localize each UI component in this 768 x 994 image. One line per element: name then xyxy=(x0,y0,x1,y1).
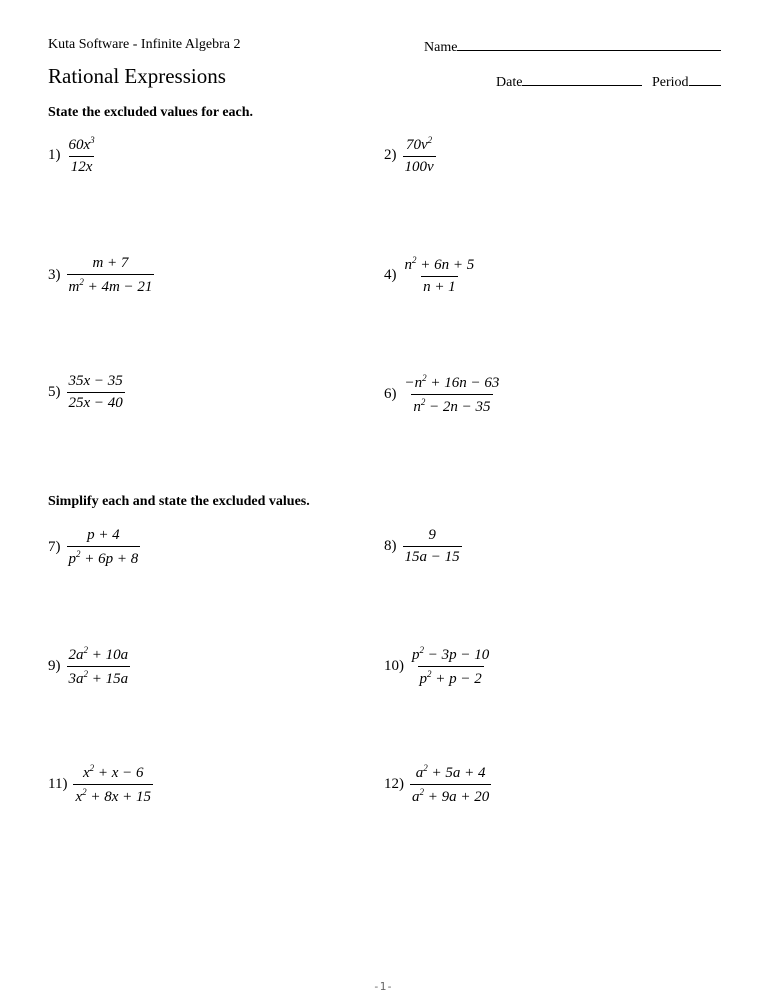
problem-12 xyxy=(384,763,491,806)
fraction xyxy=(73,763,153,806)
denominator: 12x xyxy=(69,156,95,176)
problem-number: 1) xyxy=(48,147,61,163)
date-period-field xyxy=(496,72,721,91)
numerator: p + 4 xyxy=(87,527,120,543)
numerator: m + 7 xyxy=(92,255,129,271)
problem-9 xyxy=(48,645,130,688)
problem-number: 9) xyxy=(48,658,61,674)
problem-6 xyxy=(384,373,501,416)
fraction xyxy=(403,373,502,416)
problem-number: 4) xyxy=(384,267,397,283)
denominator: 100v xyxy=(403,156,436,176)
section-heading-simplify: Simplify each and state the excluded values. xyxy=(48,494,310,509)
numerator: $p^2 - 3p - 10$ xyxy=(412,645,490,663)
denominator: 25x − 40 xyxy=(67,392,125,412)
name-label: Name xyxy=(424,40,458,55)
problem-number: 8) xyxy=(384,538,397,554)
denominator: n + 1 xyxy=(421,276,458,296)
fraction xyxy=(67,255,155,296)
denominator: $3a^2 + 15a$ xyxy=(67,666,131,688)
date-blank xyxy=(522,72,642,86)
denominator: 15a − 15 xyxy=(403,546,462,566)
fraction xyxy=(67,373,125,412)
numerator: $60x^3$ xyxy=(68,135,95,153)
numerator: 35x − 35 xyxy=(68,373,123,389)
fraction xyxy=(67,135,97,176)
problem-number: 5) xyxy=(48,384,61,400)
numerator: $2a^2 + 10a$ xyxy=(68,645,129,663)
denominator: $p^2 + p - 2$ xyxy=(418,666,484,688)
period-label: Period xyxy=(651,75,689,90)
fraction xyxy=(403,527,462,566)
denominator: $a^2 + 9a + 20$ xyxy=(410,784,491,806)
problem-number: 10) xyxy=(384,658,404,674)
problem-2 xyxy=(384,135,436,176)
denominator: $n^2 - 2n - 35$ xyxy=(411,394,492,416)
problem-1 xyxy=(48,135,97,176)
fraction xyxy=(410,763,491,806)
numerator: $n^2 + 6n + 5$ xyxy=(404,255,475,273)
problem-3 xyxy=(48,255,154,296)
problem-8 xyxy=(384,527,462,566)
problem-number: 3) xyxy=(48,267,61,283)
numerator: $a^2 + 5a + 4$ xyxy=(415,763,486,781)
numerator: $x^2 + x - 6$ xyxy=(82,763,144,781)
problem-5 xyxy=(48,373,125,412)
numerator: $70v^2$ xyxy=(406,135,433,153)
problem-number: 2) xyxy=(384,147,397,163)
software-credit: Kuta Software - Infinite Algebra 2 xyxy=(48,37,241,52)
problem-number: 11) xyxy=(48,776,68,792)
fraction xyxy=(67,645,131,688)
denominator: $m^2 + 4m - 21$ xyxy=(67,274,155,296)
name-blank xyxy=(457,37,721,51)
problem-4 xyxy=(384,255,476,296)
fraction xyxy=(403,135,436,176)
fraction xyxy=(67,527,141,568)
denominator: $p^2 + 6p + 8$ xyxy=(67,546,141,568)
page-number: -1- xyxy=(373,980,393,993)
fraction xyxy=(410,645,491,688)
name-field xyxy=(424,37,721,56)
problem-7 xyxy=(48,527,140,568)
period-blank xyxy=(689,72,721,86)
page-title: Rational Expressions xyxy=(48,64,226,88)
section-heading-excluded: State the excluded values for each. xyxy=(48,105,254,120)
problem-11 xyxy=(48,763,153,806)
problem-10 xyxy=(384,645,491,688)
problem-number: 6) xyxy=(384,386,397,402)
date-label: Date xyxy=(496,75,523,90)
numerator: $-n^2 + 16n - 63$ xyxy=(404,373,500,391)
fraction xyxy=(403,255,477,296)
numerator: 9 xyxy=(428,527,436,543)
denominator: $x^2 + 8x + 15$ xyxy=(73,784,153,806)
problem-number: 12) xyxy=(384,776,404,792)
problem-number: 7) xyxy=(48,539,61,555)
